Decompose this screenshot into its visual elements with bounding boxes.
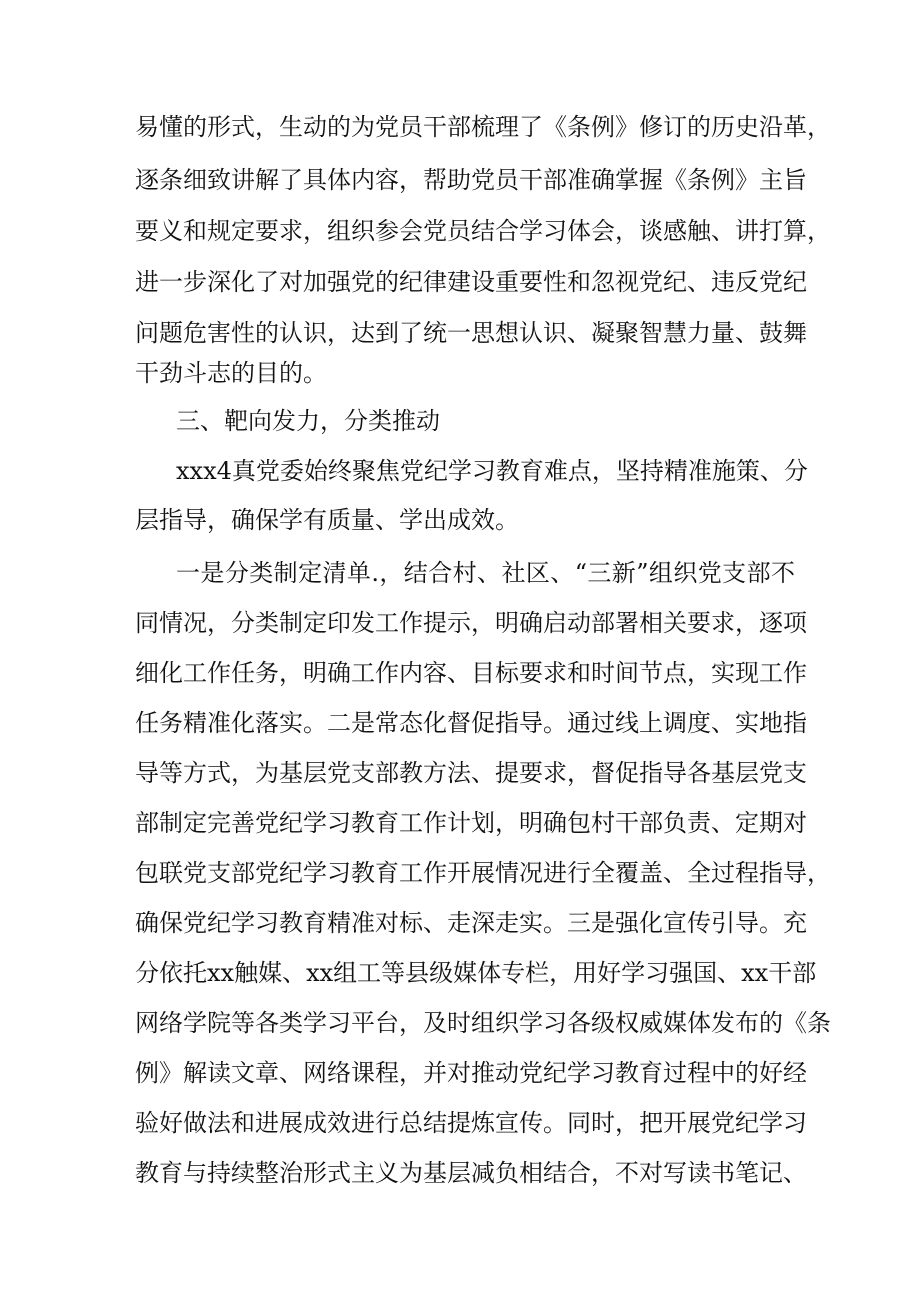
text-line: 干劲斗志的目的。 [135,359,327,387]
text-line: xxx4真党委始终聚焦党纪学习教育难点，坚持精准施策、分 [176,457,808,485]
text-line: 进一步深化了对加强党的纪律建设重要性和忽视党纪、违反党纪 [135,268,807,296]
text-line: 网络学院等各类学习平台，及时组织学习各级权威媒体发布的《条 [135,1009,831,1037]
text-line: 层指导，确保学有质量、学出成效。 [135,506,519,534]
text-line: 导等方式，为基层党支部教方法、提要求，督促指导各基层党支 [135,759,807,787]
text-line: 包联党支部党纪学习教育工作开展情况进行全覆盖、全过程指导， [135,859,831,887]
text-line: 任务精准化落实。二是常态化督促指导。通过线上调度、实地指 [135,709,807,737]
text-line: 易懂的形式，生动的为党员干部梳理了《条例》修订的历史沿革， [135,113,831,141]
text-line: 同情况，分类制定印发工作提示，明确启动部署相关要求，逐项 [135,609,807,637]
text-line: 要义和规定要求，组织参会党员结合学习体会，谈感触、讲打算， [135,217,831,245]
text-line: 确保党纪学习教育精准对标、走深走实。三是强化宣传引导。充 [135,909,807,937]
text-line: 问题危害性的认识，达到了统一思想认识、凝聚智慧力量、鼓舞 [135,319,807,347]
text-line: 验好做法和进展成效进行总结提炼宣传。同时，把开展党纪学习 [135,1109,807,1137]
text-line: 一是分类制定清单.，结合村、社区、“三新”组织党支部不 [176,559,795,587]
text-line: 细化工作任务，明确工作内容、目标要求和时间节点，实现工作 [135,659,807,687]
text-line: 逐条细致讲解了具体内容，帮助党员干部准确掌握《条例》主旨 [135,166,807,194]
text-line: 教育与持续整治形式主义为基层减负相结合，不对写读书笔记、 [135,1159,807,1187]
text-line: 分依托xx触媒、xx组工等县级媒体专栏，用好学习强国、xx干部 [135,959,817,987]
section-heading: 三、靶向发力，分类推动 [176,407,440,435]
text-line: 部制定完善党纪学习教育工作计划，明确包村干部负责、定期对 [135,809,807,837]
text-line: 例》解读文章、网络课程，并对推动党纪学习教育过程中的好经 [135,1059,807,1087]
